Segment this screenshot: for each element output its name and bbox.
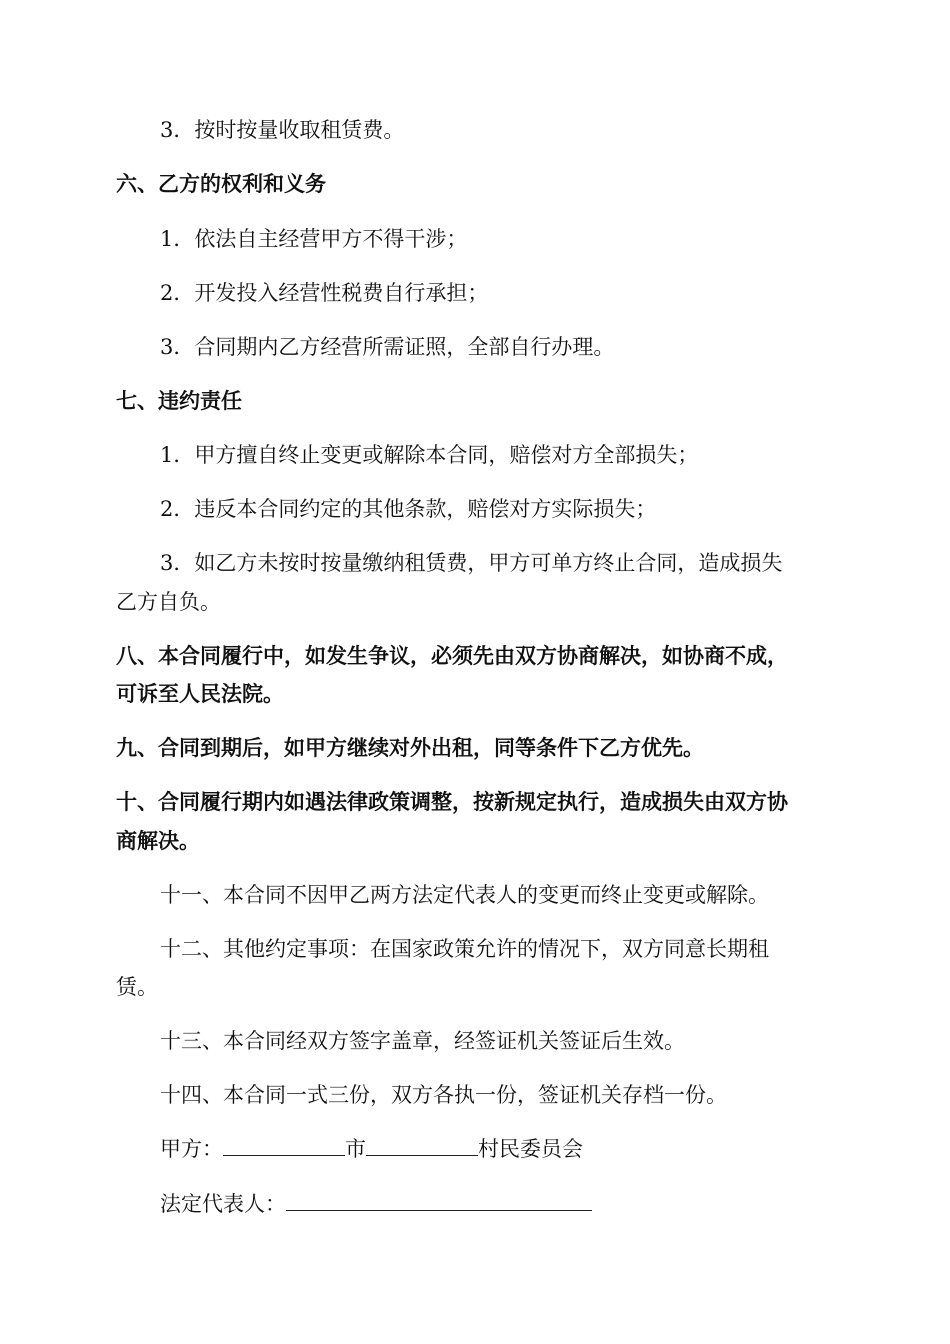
clause-6-item-2: 2．开发投入经营性税费自行承担；: [160, 281, 489, 305]
clause-5-item-3: 3．按时按量收取租赁费。: [160, 118, 405, 142]
section-8-line-2: 可诉至人民法院。: [116, 681, 284, 706]
city-label: 市: [345, 1137, 366, 1161]
section-12-line-1: 十二、其他约定事项：在国家政策允许的情况下，双方同意长期租: [160, 937, 769, 961]
clause-7-item-2: 2．违反本合同约定的其他条款，赔偿对方实际损失；: [160, 497, 657, 521]
city-blank: [223, 1133, 345, 1156]
clause-7-item-3-line-2: 乙方自负。: [116, 590, 221, 614]
section-6-heading: 六、乙方的权利和义务: [116, 171, 326, 196]
party-a-signature-line: [160, 1132, 880, 1166]
section-12-line-2: 赁。: [116, 975, 158, 999]
section-7-heading: 七、违约责任: [116, 388, 242, 413]
clause-7-item-1: 1．甲方擅自终止变更或解除本合同，赔偿对方全部损失；: [160, 443, 699, 467]
section-14: 十四、本合同一式三份，双方各执一份，签证机关存档一份。: [160, 1083, 727, 1107]
village-blank: [366, 1133, 478, 1156]
legal-rep-blank: [286, 1188, 592, 1211]
clause-6-item-3: 3．合同期内乙方经营所需证照，全部自行办理。: [160, 335, 615, 359]
clause-7-item-3-line-1: 3．如乙方未按时按量缴纳租赁费，甲方可单方终止合同，造成损失: [160, 551, 783, 575]
committee-label: 村民委员会: [478, 1137, 583, 1161]
section-13: 十三、本合同经双方签字盖章，经签证机关签证后生效。: [160, 1029, 685, 1053]
legal-representative-line: [160, 1187, 880, 1221]
section-10-line-1: 十、合同履行期内如遇法律政策调整，按新规定执行，造成损失由双方协: [116, 789, 788, 814]
legal-rep-label: 法定代表人：: [160, 1192, 286, 1216]
clause-6-item-1: 1．依法自主经营甲方不得干涉；: [160, 227, 468, 251]
section-11: 十一、本合同不因甲乙两方法定代表人的变更而终止变更或解除。: [160, 883, 769, 907]
section-9: 九、合同到期后，如甲方继续对外出租，同等条件下乙方优先。: [116, 735, 704, 760]
party-a-label: 甲方：: [160, 1137, 223, 1161]
section-10-line-2: 商解决。: [116, 828, 200, 853]
section-8-line-1: 八、本合同履行中，如发生争议，必须先由双方协商解决，如协商不成，: [116, 643, 788, 668]
